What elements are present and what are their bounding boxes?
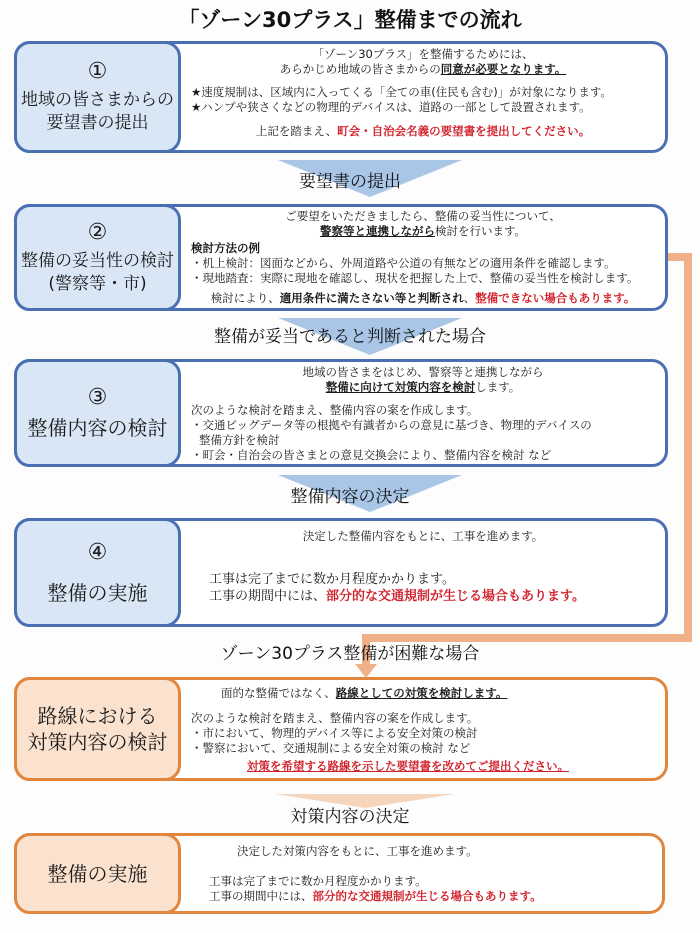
text-line: 決定した整備内容をもとに、工事を進めます。 — [302, 529, 544, 543]
step-number: ④ — [87, 539, 108, 565]
text-line: 工事は完了までに数か月程度かかります。 — [209, 572, 455, 587]
step-5-box — [14, 677, 668, 781]
step-2-label-box — [14, 204, 181, 311]
red-emphasis-text: 町会・自治会名義の要望書を提出してください。 — [337, 124, 591, 138]
text-line — [209, 889, 542, 904]
arrow-label: 整備が妥当であると判断された場合 — [214, 327, 486, 347]
text-line: 決定した対策内容をもとに、工事を進めます。 — [237, 844, 478, 858]
bullet-line: ・現地踏査：実際に現地を確認し、現状を把握した上で、整備の妥当性を検討します。 — [191, 271, 639, 285]
subheading: 検討方法の例 — [191, 241, 260, 255]
bullet-continuation: 整備方針を検討 — [199, 433, 280, 447]
emphasis-text: 警察等と連携しながら — [319, 224, 435, 238]
step-1-title-line-2: 要望書の提出 — [46, 113, 149, 133]
step-number: ② — [87, 219, 108, 245]
step-1-label-box — [14, 41, 181, 153]
bullet-line: ・町会・自治会の皆さまとの意見交換会により、整備内容を検討 など — [191, 448, 552, 462]
arrow-label: 対策内容の決定 — [290, 807, 410, 827]
text-span: します。 — [475, 380, 521, 394]
text-span: 面的な整備ではなく、 — [221, 686, 336, 700]
arrow-label: 要望書の提出 — [299, 172, 401, 192]
step-5-content — [187, 680, 659, 778]
text-span: 工事の期間中には、 — [209, 589, 327, 604]
text-line: ご要望をいただきましたら、整備の妥当性について、 — [285, 209, 561, 223]
step-4-content — [187, 521, 659, 624]
step-6-title: 整備の実施 — [47, 861, 148, 886]
text-line: 次のような検討を踏まえ、整備内容の案を作成します。 — [191, 711, 479, 725]
arrow-label: 整備内容の決定 — [290, 487, 410, 507]
text-line — [221, 686, 507, 701]
text-span: 検討を行います。 — [434, 224, 527, 238]
step-5-title-line-2: 対策内容の検討 — [27, 730, 168, 754]
red-emphasis-text: 対策を希望する路線を示した要望書を改めてご提出ください。 — [247, 759, 569, 773]
step-5-title-line-1: 路線における — [37, 704, 158, 728]
page-title: 「ゾーン30プラス」整備までの流れ — [178, 8, 522, 32]
step-2-box — [14, 204, 668, 311]
red-emphasis-text: 部分的な交通規制が生じる場合もあります。 — [312, 889, 542, 903]
step-4-box — [14, 518, 668, 627]
branch-arrow-icon — [355, 664, 377, 678]
step-5-label-box — [14, 677, 181, 781]
bullet-line: ・市において、物理的デバイス等による安全対策の検討 — [191, 726, 478, 740]
connector-vertical — [684, 253, 692, 642]
step-1-title-line-1: 地域の皆さまからの — [21, 90, 174, 110]
emphasis-text: 整備に向けて対策内容を検討 — [325, 380, 476, 394]
text-span: 検討により、 — [210, 291, 280, 305]
text-span: 上記を踏まえ、 — [255, 124, 338, 138]
text-line — [187, 291, 659, 306]
request-line — [247, 759, 569, 774]
step-3-content — [187, 362, 659, 464]
text-line — [187, 62, 659, 77]
text-span: 工事の期間中には、 — [209, 889, 313, 903]
text-line: 「ゾーン30プラス」を整備するためには、 — [312, 47, 534, 61]
text-span: 、 — [463, 291, 476, 305]
bullet-line: ・警察において、交通規制による安全対策の検討 など — [191, 741, 471, 755]
red-emphasis-text: 部分的な交通規制が生じる場合もあります。 — [326, 589, 585, 604]
step-1-content — [187, 44, 659, 150]
step-4-label-box — [14, 518, 181, 627]
step-number: ① — [87, 59, 108, 84]
note-line: ★ハンプや狭さくなどの物理的デバイスは、道路の一部として設置されます。 — [191, 100, 591, 114]
text-span: あらかじめ地域の皆さまからの — [279, 62, 441, 76]
step-4-title: 整備の実施 — [47, 580, 148, 605]
step-3-title: 整備内容の検討 — [27, 416, 168, 440]
step-6-box — [14, 833, 665, 914]
bullet-line: ・交通ビッグデータ等の根拠や有識者からの意見に基づき、物理的デバイスの — [191, 418, 592, 432]
text-line — [209, 589, 585, 604]
text-line — [187, 124, 659, 139]
emphasis-text: 路線としての対策を検討します。 — [335, 686, 508, 700]
step-6-label-box — [14, 833, 181, 914]
bold-text: 適用条件に満たさない等と判断され — [279, 291, 464, 305]
step-1-box — [14, 41, 668, 153]
arrow-label: ゾーン30プラス整備が困難な場合 — [220, 644, 480, 664]
bullet-line: ・机上検討：図面などから、外周道路や公道の有無などの適用条件を確認します。 — [191, 256, 616, 270]
step-2-title-line-1: 整備の妥当性の検討 — [21, 250, 174, 271]
step-6-content — [187, 836, 656, 911]
step-number: ③ — [87, 385, 108, 410]
step-3-label-box — [14, 359, 181, 467]
red-emphasis-text: 整備できない場合もあります。 — [475, 291, 636, 305]
step-2-content — [187, 207, 659, 308]
step-3-box — [14, 359, 668, 467]
text-line: 地域の皆さまをはじめ、警察等と連携しながら — [302, 365, 544, 379]
note-line: ★速度規制は、区域内に入ってくる「全ての車(住民も含む)」が対象になります。 — [191, 85, 612, 99]
text-line — [187, 380, 659, 395]
text-line: 工事は完了までに数か月程度かかります。 — [209, 874, 427, 888]
text-line — [187, 224, 659, 239]
step-2-title-line-2: (警察等・市) — [48, 273, 147, 294]
text-line: 次のような検討を踏まえ、整備内容の案を作成します。 — [191, 403, 479, 417]
emphasis-text: 同意が必要となります。 — [440, 62, 567, 76]
